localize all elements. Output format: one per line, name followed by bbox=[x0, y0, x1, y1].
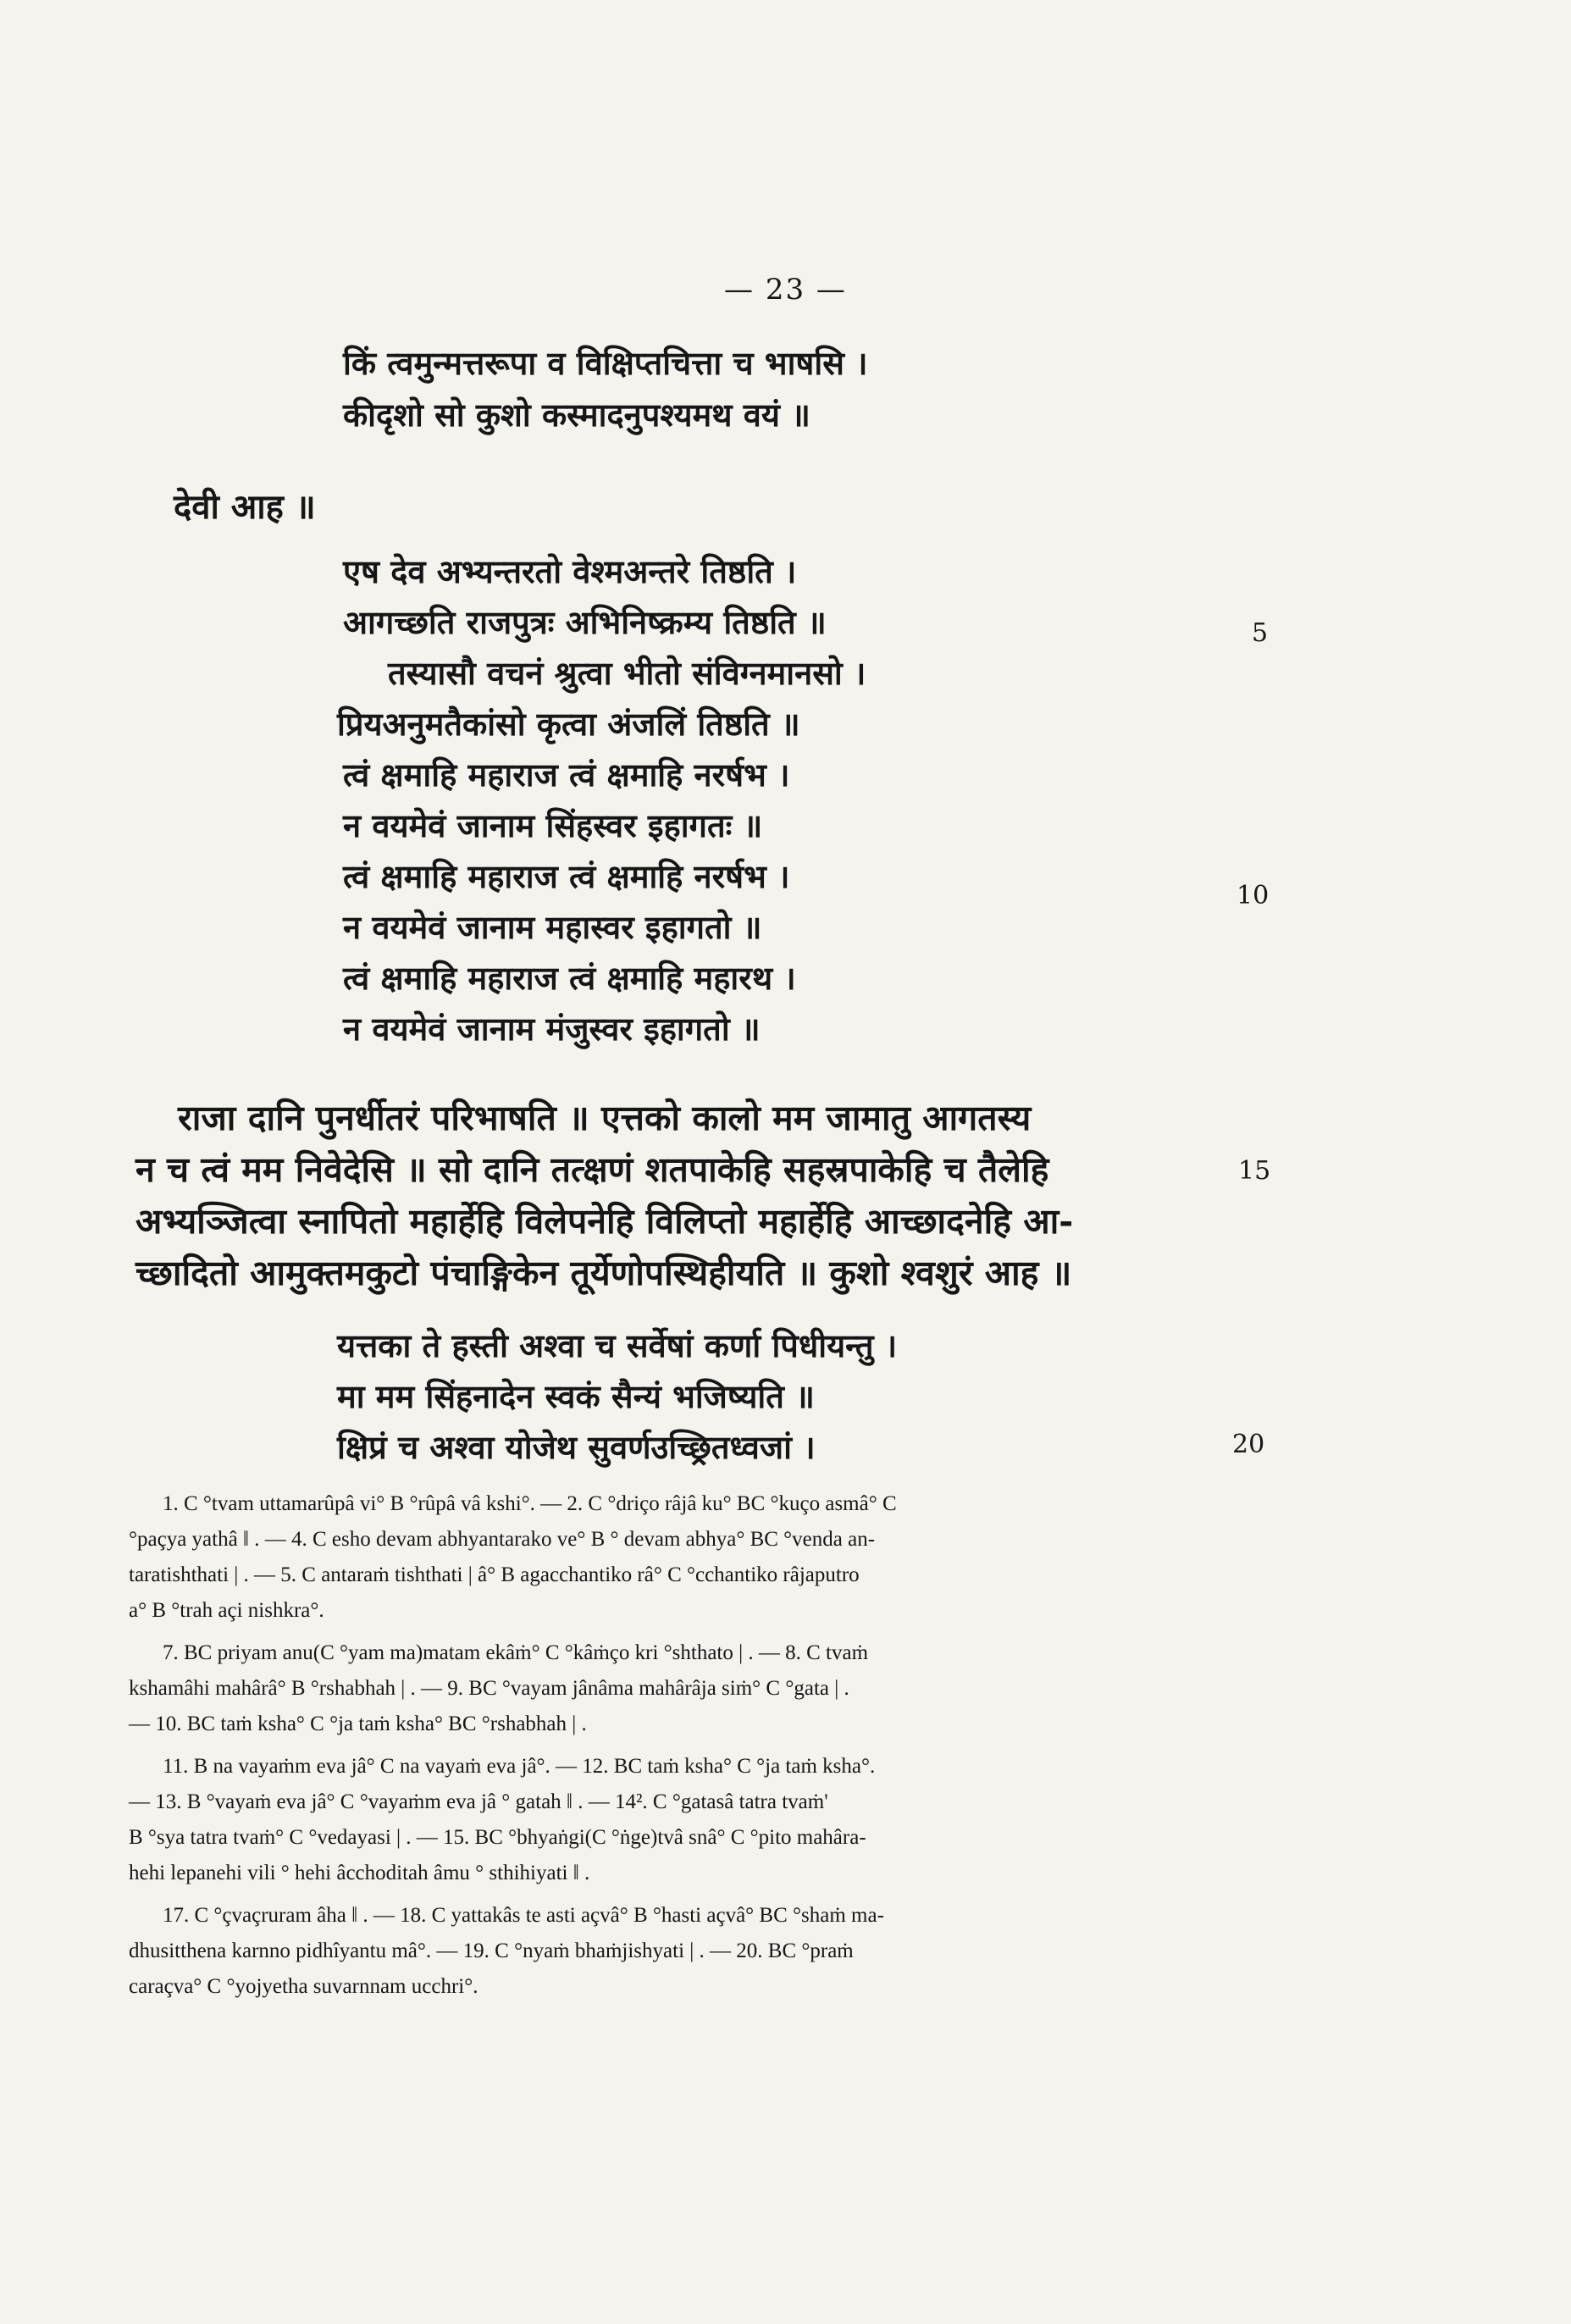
footnote-block-2 bbox=[129, 1635, 1230, 1742]
verse-line-12: न वयमेवं जानाम मंजुस्वर इहागतो ॥ bbox=[343, 1010, 761, 1048]
verse-line-19: क्षिप्रं च अश्वा योजेथ सुवर्णउच्छ्रितध्वजां । bbox=[337, 1428, 816, 1466]
verse-line-9: त्वं क्षमाहि महाराज त्वं क्षमाहि नरर्षभ । bbox=[343, 857, 790, 895]
footnote-line: caraçva° C °yojyetha suvarnnam ucchri°. bbox=[129, 1975, 478, 1998]
footnote-line: 11. B na vayaṁm eva jâ° C na vayaṁ eva jâ°. — 12. BC taṁ ksha° C °ja taṁ ksha°. bbox=[163, 1755, 876, 1778]
verse-line-17: यत्तका ते हस्ती अश्वा च सर्वेषां कर्णा पिधीयन्तु । bbox=[337, 1326, 898, 1364]
footnote-line: °paçya yathâ ‖ . — 4. C esho devam abhyantarako ve° B ° devam abhya° BC °venda an- bbox=[129, 1528, 876, 1551]
footnote-line: B °sya tatra tvaṁ° C °vedayasi | . — 15. BC °bhyaṅgi(C °ṅge)tvâ snâ° C °pito mahâra- bbox=[129, 1826, 866, 1849]
verse-line-2: कीदृशो सो कुशो कस्मादनुपश्यमथ वयं ॥ bbox=[343, 396, 810, 434]
verse-line-5: तस्यासौ वचनं श्रुत्वा भीतो संविग्नमानसो । bbox=[388, 654, 866, 692]
footnote-line: 7. BC priyam anu(C °yam ma)matam ekâṁ° C °kâṁço kri °shthato | . — 8. C tvaṁ bbox=[163, 1641, 869, 1664]
footnote-line: — 10. BC taṁ ksha° C °ja taṁ ksha° BC °rshabhah | . bbox=[129, 1713, 587, 1735]
footnote-line: taratishthati | . — 5. C antaraṁ tishthati | â° B agacchantiko râ° C °cchantiko râjaputro bbox=[129, 1563, 860, 1586]
verse-line-10: न वयमेवं जानाम महास्वर इहागतो ॥ bbox=[343, 908, 762, 946]
footnote-block-3 bbox=[129, 1749, 1230, 1891]
verse-line-1: किं त्वमुन्मत्तरूपा व विक्षिप्तचित्ता च भाषसि । bbox=[343, 344, 868, 382]
verse-line-3: एष देव अभ्यन्तरतो वेश्मअन्तरे तिष्ठति । bbox=[343, 552, 797, 590]
footnote-line: a° B °trah açi nishkra°. bbox=[129, 1599, 324, 1622]
prose-line-13: राजा दानि पुनर्धीतरं परिभाषति ॥ एत्तको कालो मम जामातु आगतस्य bbox=[178, 1098, 1032, 1138]
speaker-heading: देवी आह ॥ bbox=[174, 487, 316, 527]
verse-line-4: आगच्छति राजपुत्रः अभिनिष्क्रम्य तिष्ठति ॥ bbox=[343, 603, 827, 641]
footnotes bbox=[129, 1486, 1230, 2011]
prose-line-14: न च त्वं मम निवेदेसि ॥ सो दानि तत्क्षणं शतपाकेहि सहस्रपाकेहि च तैलेहि bbox=[136, 1149, 1049, 1190]
footnote-line: — 13. B °vayaṁ eva jâ° C °vayaṁm eva jâ ° gatah ‖ . — 14². C °gatasâ tatra tvaṁ' bbox=[129, 1790, 828, 1813]
verse-line-8: न वयमेवं जानाम सिंहस्वर इहागतः ॥ bbox=[343, 806, 763, 844]
footnote-block-4 bbox=[129, 1898, 1230, 2005]
footnote-line: kshamâhi mahârâ° B °rshabhah | . — 9. BC °vayam jânâma mahârâja siṁ° C °gata | . bbox=[129, 1677, 849, 1700]
footnote-line: 17. C °çvaçruram âha ‖ . — 18. C yattakâs te asti açvâ° B °hasti açvâ° BC °shaṁ ma- bbox=[163, 1904, 884, 1927]
page-number: — 23 — bbox=[724, 273, 847, 307]
verse-line-6: प्रियअनुमतैकांसो कृत्वा अंजलिं तिष्ठति ॥ bbox=[337, 705, 800, 743]
verse-line-18: मा मम सिंहनादेन स्वकं सैन्यं भजिष्यति ॥ bbox=[337, 1377, 815, 1415]
verse-line-11: त्वं क्षमाहि महाराज त्वं क्षमाहि महारथ । bbox=[343, 959, 796, 997]
prose-paragraph bbox=[136, 1093, 1253, 1299]
line-number-5: 5 bbox=[1252, 618, 1269, 648]
prose-line-16: च्छादितो आमुक्तमकुटो पंचाङ्गिकेन तूर्येणोपस्थिहीयति ॥ कुशो श्वशुरं आह ॥ bbox=[136, 1253, 1072, 1293]
footnote-line: dhusitthena karnno pidhîyantu mâ°. — 19. C °nyaṁ bhaṁjishyati | . — 20. BC °praṁ bbox=[129, 1939, 854, 1962]
footnote-block-1 bbox=[129, 1486, 1230, 1629]
line-number-20: 20 bbox=[1232, 1430, 1265, 1459]
footnote-line: 1. C °tvam uttamarûpâ vi° B °rûpâ vâ kshi°. — 2. C °driço râjâ ku° BC °kuço asmâ° C bbox=[163, 1492, 897, 1515]
verse-line-7: त्वं क्षमाहि महाराज त्वं क्षमाहि नरर्षभ । bbox=[343, 755, 790, 794]
line-number-10: 10 bbox=[1236, 881, 1270, 910]
prose-line-15: अभ्यञ्जित्वा स्नापितो महार्हेहि विलेपनेहि विलिप्तो महार्हेहि आच्छादनेहि आ- bbox=[136, 1201, 1074, 1242]
footnote-line: hehi lepanehi vili ° hehi âcchoditah âmu ° sthihiyati ‖ . bbox=[129, 1862, 590, 1884]
line-number-15: 15 bbox=[1238, 1156, 1271, 1186]
